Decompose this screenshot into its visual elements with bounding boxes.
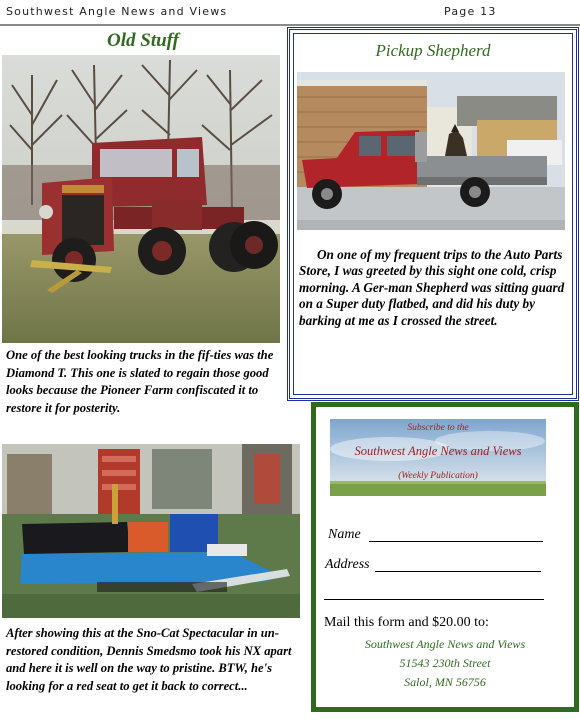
name-label: Name xyxy=(328,527,361,542)
mail-address-line-3: Salol, MN 56756 xyxy=(404,675,486,689)
snowmobile-photo xyxy=(2,444,300,618)
old-stuff-title: Old Stuff xyxy=(107,30,179,51)
page-header xyxy=(0,0,580,26)
header-rule xyxy=(0,24,580,26)
snowmobile-caption: After showing this at the Sno-Cat Spectacular in un-restored condition, Dennis Smedsmo took his NX apart and here it is well on the way to pristine. BTW, he's looking for a red seat to get it back to correct... xyxy=(6,626,292,693)
address-field-line-2[interactable] xyxy=(324,599,544,600)
pickup-shepherd-caption: On one of my frequent trips to the Auto Parts Store, I was greeted by this sight one cold, crisp morning. A Ger-man Shepherd was sitting guard on a Super duty flatbed, and did his duty by barking at me as I crossed the street. xyxy=(299,247,565,328)
banner-line-subscribe: Subscribe to the xyxy=(407,423,469,433)
name-field-line[interactable] xyxy=(369,541,543,542)
address-label: Address xyxy=(325,557,370,572)
mail-address-line-1: Southwest Angle News and Views xyxy=(364,637,526,651)
pickup-shepherd-title: Pickup Shepherd xyxy=(375,41,491,60)
mail-instruction: Mail this form and $20.00 to: xyxy=(324,615,489,630)
truck-caption: One of the best looking trucks in the fif-ties was the Diamond T. This one is slated to regain those good looks because the Pioneer Farm confiscated it to restore it for posterity. xyxy=(6,348,274,415)
banner-line-publication: Southwest Angle News and Views xyxy=(354,444,522,458)
banner-line-weekly: (Weekly Publication) xyxy=(398,471,478,481)
diamond-t-truck-photo xyxy=(2,55,280,343)
address-field-line-1[interactable] xyxy=(375,571,541,572)
publication-name: Southwest Angle News and Views xyxy=(6,5,228,18)
page-number: Page 13 xyxy=(444,5,497,18)
subscribe-banner xyxy=(330,419,546,496)
mail-address-line-2: 51543 230th Street xyxy=(399,656,491,670)
pickup-dog-photo xyxy=(297,72,565,230)
